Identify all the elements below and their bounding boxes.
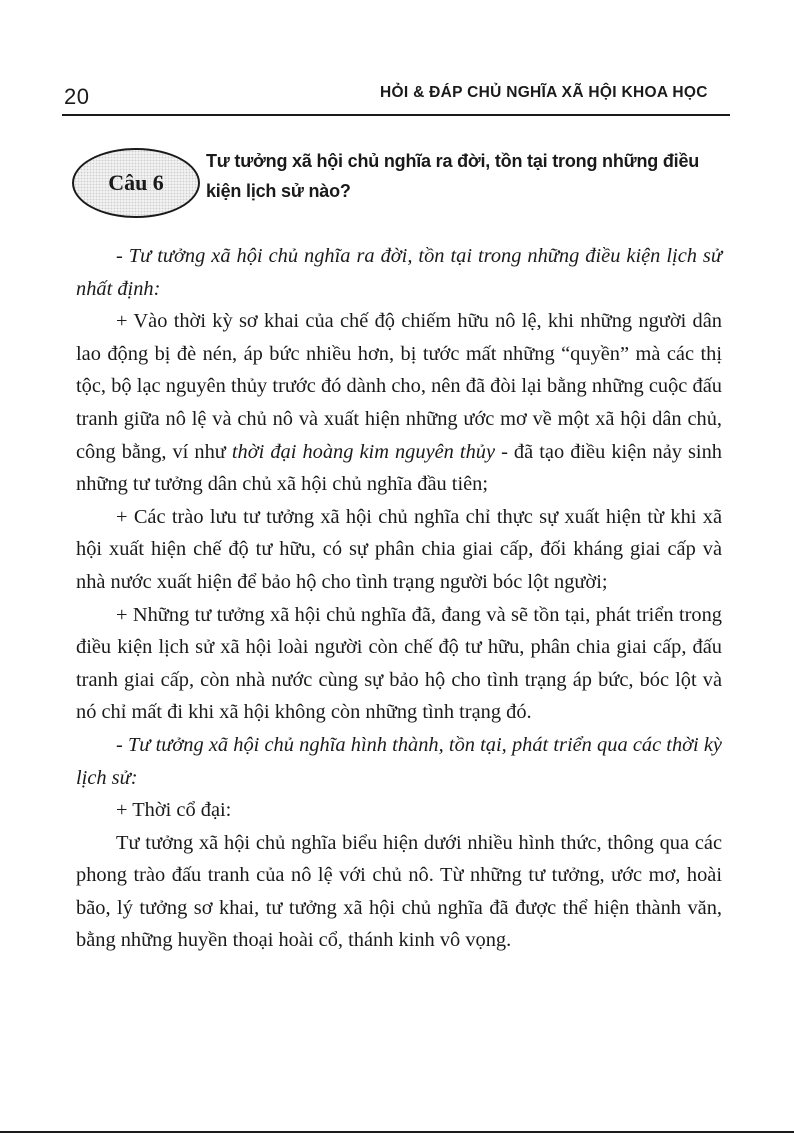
question-badge (72, 148, 200, 218)
paragraph-3: + Các trào lưu tư tưởng xã hội chủ nghĩa chỉ thực sự xuất hiện từ khi xã hội xuất hiện chế độ tư hữu, có sự phân chia giai cấp, đối kháng giai cấp và nhà nước xuất hiện để bảo hộ cho tình trạng người bóc lột người; (76, 505, 722, 593)
paragraph-2-text-b: - đã tạo điều kiện nảy sinh những tư tưởng dân chủ xã hội chủ nghĩa đầu tiên; (76, 440, 722, 496)
footer-divider (0, 1131, 794, 1133)
paragraph-5: - Tư tưởng xã hội chủ nghĩa hình thành, tồn tại, phát triển qua các thời kỳ lịch sử: (76, 733, 722, 789)
header-divider (62, 114, 730, 116)
paragraph-6: + Thời cổ đại: (116, 799, 232, 822)
paragraph-2-text-a: + Vào thời kỳ sơ khai của chế độ chiếm hữu nô lệ, khi những người dân lao động bị đè nén, áp bức nhiều hơn, bị tước mất những “quyền” mà các thị tộc, bộ lạc nguyên thủy trước đó dành cho, nên đã đòi lại bằng những cuộc đấu tranh giữa nô lệ và chủ nô và xuất hiện những ước mơ về một xã hội dân chủ, công bằng, ví như (76, 310, 722, 463)
running-title: HỎI & ĐÁP CHỦ NGHĨA XÃ HỘI KHOA HỌC (380, 84, 708, 101)
paragraph-4: + Những tư tưởng xã hội chủ nghĩa đã, đang và sẽ tồn tại, phát triển trong điều kiện lịch sử xã hội loài người còn chế độ tư hữu, phân chia giai cấp, đấu tranh giai cấp, còn nhà nước cùng sự bảo hộ cho tình trạng áp bức, bóc lột và nó chỉ mất đi khi xã hội không còn những tình trạng đó. (76, 603, 722, 724)
page-number: 20 (64, 84, 90, 109)
paragraph-2 (76, 305, 722, 501)
paragraph-7: Tư tưởng xã hội chủ nghĩa biểu hiện dưới nhiều hình thức, thông qua các phong trào đấu tranh của nô lệ với chủ nô. Từ những tư tưởng, ước mơ, hoài bão, lý tưởng sơ khai, tư tưởng xã hội chủ nghĩa đã được thể hiện thành văn, bằng những huyền thoại hoài cổ, thánh kinh vô vọng. (76, 831, 722, 952)
paragraph-1: - Tư tưởng xã hội chủ nghĩa ra đời, tồn tại trong những điều kiện lịch sử nhất định: (76, 245, 722, 300)
question-badge-label: Câu 6 (108, 170, 164, 195)
paragraph-2-italic-phrase: thời đại hoàng kim nguyên thủy (231, 440, 496, 463)
answer-body (76, 240, 722, 957)
question-text: Tư tưởng xã hội chủ nghĩa ra đời, tồn tại trong những điều kiện lịch sử nào? (206, 151, 700, 201)
